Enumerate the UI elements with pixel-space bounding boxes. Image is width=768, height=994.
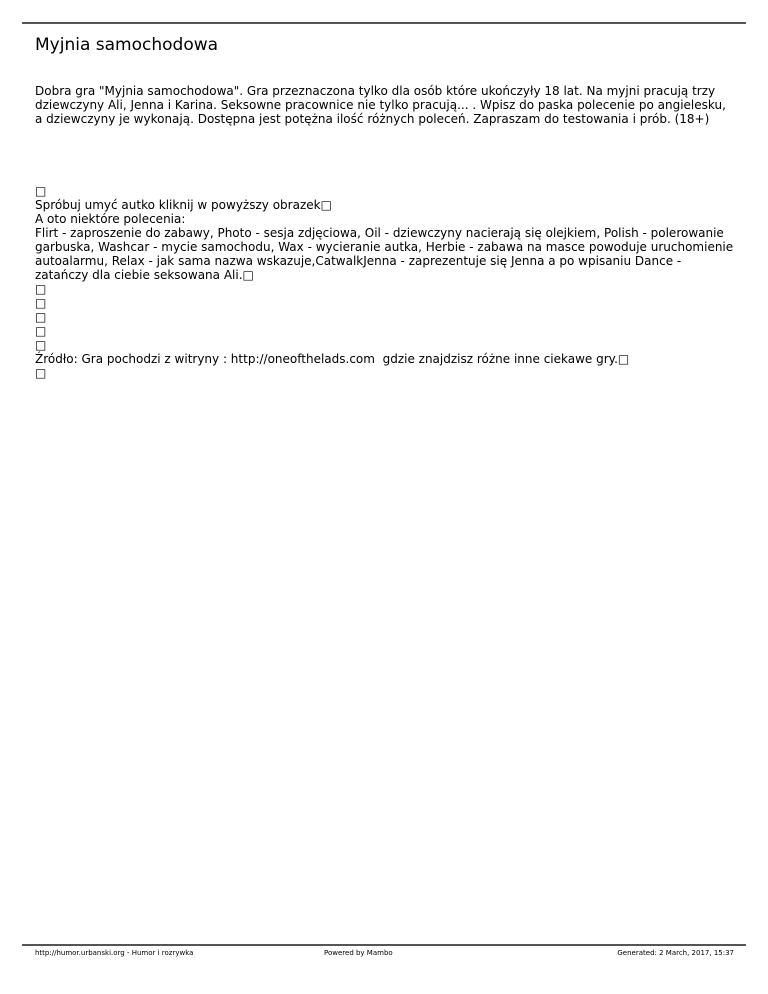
footer-site-link: http://humor.urbanski.org - Humor i rozrywka xyxy=(35,949,194,957)
body-line-instruction: Spróbuj umyć autko kliknij w powyższy obrazek□ xyxy=(35,198,332,212)
body-line-marker: □ xyxy=(35,310,47,324)
intro-paragraph: Dobra gra "Myjnia samochodowa". Gra przeznaczona tylko dla osób które ukończyły 18 lat. Na myjni pracują trzy dziewczyny Ali, Jenna i Karina. Seksowne pracownice nie tylko pracują... . Wpisz do paska polecenie po angielesku, a dziewczyny je wykonają. Dostępna jest potężna ilość różnych poleceń. Zapraszam do testowania i prób. (18+) xyxy=(35,84,726,126)
body-line-marker: □ xyxy=(35,296,47,310)
article-content xyxy=(35,84,735,380)
page-title: Myjnia samochodowa xyxy=(35,35,219,55)
body-line-commands-heading: A oto niektóre polecenia: xyxy=(35,212,186,226)
footer-generated-date: Generated: 2 March, 2017, 15:37 xyxy=(617,949,734,957)
body-line-source: Źródło: Gra pochodzi z witryny : http://oneofthelads.com gdzie znajdzisz różne inne ciekawe gry.□ xyxy=(35,352,630,366)
body-line-commands-list: Flirt - zaproszenie do zabawy, Photo - sesja zdjęciowa, Oil - dziewczyny nacierają się olejkiem, Polish - polerowanie garbuska, Washcar - mycie samochodu, Wax - wycieranie autka, Herbie - zabawa na masce powoduje uruchomienie autoalarmu, Relax - jak sama nazwa wskazuje,CatwalkJenna - zaprezentuje się Jenna a po wpisaniu Dance - zatańczy dla ciebie seksowana Ali.□ xyxy=(35,226,737,282)
body-line-marker: □ xyxy=(35,338,47,352)
top-divider xyxy=(22,22,746,24)
footer-powered-by: Powered by Mambo xyxy=(324,949,393,957)
body-line-marker: □ xyxy=(35,366,47,380)
body-line-marker: □ xyxy=(35,324,47,338)
body-line-marker: □ xyxy=(35,282,47,296)
body-line-image-marker: □ xyxy=(35,184,47,198)
bottom-divider xyxy=(22,944,746,946)
image-placeholder-gap xyxy=(35,126,735,184)
